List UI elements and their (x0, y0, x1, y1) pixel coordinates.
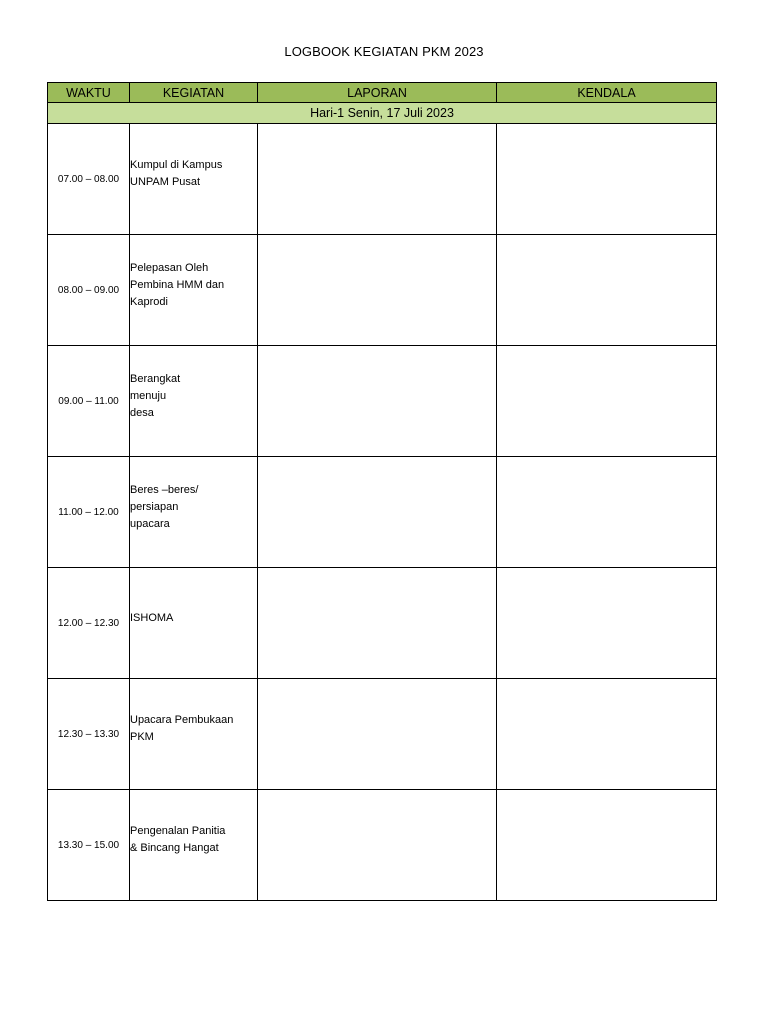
day-label: Hari-1 Senin, 17 Juli 2023 (48, 103, 717, 124)
obstacle-cell (497, 235, 717, 346)
activity-cell (130, 679, 258, 790)
time-cell: 09.00 – 11.00 (48, 346, 130, 457)
time-cell: 07.00 – 08.00 (48, 124, 130, 235)
activity-cell (130, 346, 258, 457)
header-kendala: KENDALA (497, 83, 717, 103)
report-cell (258, 124, 497, 235)
activity-text: Kumpul di Kampus UNPAM Pusat (130, 159, 223, 188)
time-cell: 11.00 – 12.00 (48, 457, 130, 568)
activity-text: Pelepasan Oleh Pembina HMM dan Kaprodi (130, 261, 225, 308)
report-cell (258, 235, 497, 346)
report-cell (258, 679, 497, 790)
time-cell: 12.00 – 12.30 (48, 568, 130, 679)
activity-text: Upacara Pembukaan PKM (130, 714, 234, 743)
activity-text: Beres –beres/ persiapan upacara (130, 483, 199, 530)
obstacle-cell (497, 457, 717, 568)
document-title: LOGBOOK KEGIATAN PKM 2023 (284, 44, 484, 59)
table-row (48, 679, 717, 790)
obstacle-cell (497, 568, 717, 679)
logbook-table (47, 82, 717, 901)
activity-cell (130, 790, 258, 901)
activity-text: Berangkat menuju desa (130, 372, 181, 419)
table-row (48, 568, 717, 679)
activity-cell (130, 124, 258, 235)
table-row (48, 124, 717, 235)
header-laporan: LAPORAN (258, 83, 497, 103)
activity-text: Pengenalan Panitia & Bincang Hangat (130, 825, 226, 854)
header-kegiatan: KEGIATAN (130, 83, 258, 103)
day-header-row (48, 103, 717, 124)
activity-cell (130, 568, 258, 679)
time-cell: 12.30 – 13.30 (48, 679, 130, 790)
obstacle-cell (497, 124, 717, 235)
report-cell (258, 568, 497, 679)
table-row (48, 346, 717, 457)
time-cell: 08.00 – 09.00 (48, 235, 130, 346)
activity-cell (130, 235, 258, 346)
table-row (48, 457, 717, 568)
header-row (48, 83, 717, 103)
header-waktu: WAKTU (48, 83, 130, 103)
report-cell (258, 346, 497, 457)
obstacle-cell (497, 346, 717, 457)
activity-text: ISHOMA (130, 611, 174, 624)
obstacle-cell (497, 679, 717, 790)
table-row (48, 235, 717, 346)
table-row (48, 790, 717, 901)
report-cell (258, 457, 497, 568)
activity-cell (130, 457, 258, 568)
obstacle-cell (497, 790, 717, 901)
report-cell (258, 790, 497, 901)
time-cell: 13.30 – 15.00 (48, 790, 130, 901)
